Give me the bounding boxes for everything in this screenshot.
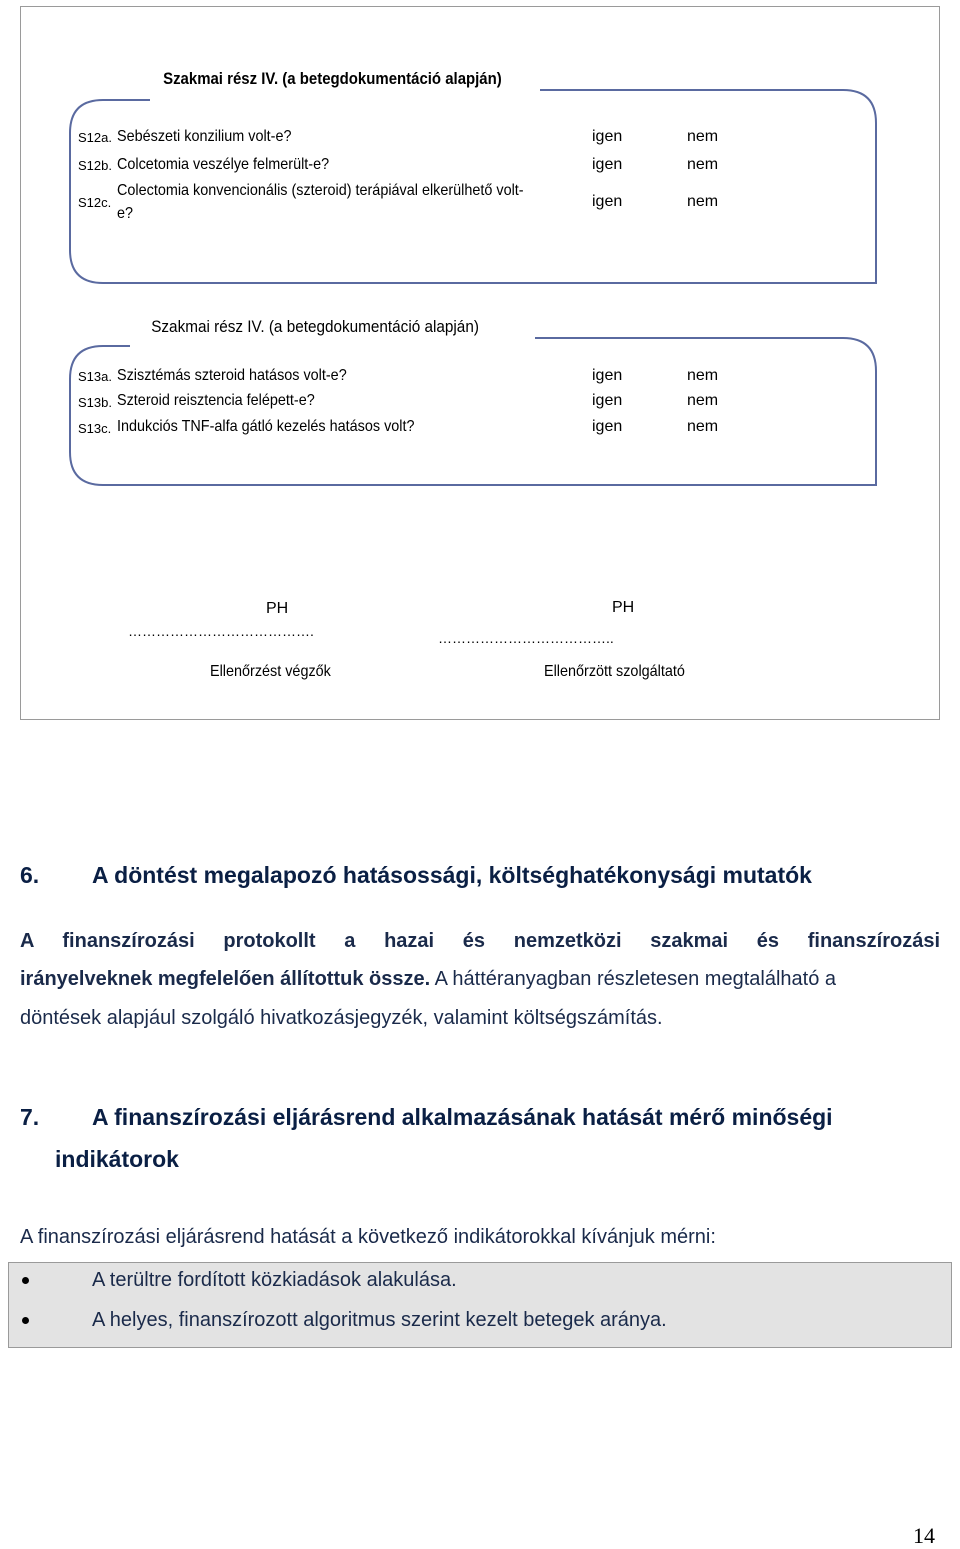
- option-yes[interactable]: igen: [592, 193, 623, 210]
- signature-line-right: ………………………………..: [438, 630, 614, 646]
- bullet-icon: [22, 1317, 29, 1324]
- row-question: Indukciós TNF-alfa gátló kezelés hatásos volt?: [117, 418, 415, 435]
- option-no[interactable]: nem: [687, 418, 719, 435]
- row-question-line1: Colectomia konvencionális (szteroid) terápiával elkerülhető volt-: [117, 182, 524, 199]
- row-code: S12b.: [78, 158, 112, 173]
- section6-title: A döntést megalapozó hatásossági, költséghatékonysági mutatók: [92, 862, 812, 888]
- row-question: Sebészeti konzilium volt-e?: [117, 128, 292, 145]
- section1-title: Szakmai rész IV. (a betegdokumentáció alapján): [163, 69, 502, 88]
- section6-para-bold: irányelveknek megfelelően állítottuk össze.: [20, 968, 431, 990]
- section7-number: 7.: [20, 1104, 40, 1130]
- row-question: Szteroid reisztencia felépett-e?: [117, 392, 315, 409]
- panel-2-border: [70, 338, 876, 485]
- option-yes[interactable]: igen: [592, 128, 623, 145]
- section7-title-line1: A finanszírozási eljárásrend alkalmazásának hatását mérő minőségi: [92, 1104, 833, 1130]
- option-yes[interactable]: igen: [592, 156, 623, 173]
- row-question: Colcetomia veszélye felmerült-e?: [117, 156, 330, 173]
- indicator-item: A terültre fordított közkiadások alakulása.: [92, 1269, 457, 1291]
- section7-intro: A finanszírozási eljárásrend hatását a következő indikátorokkal kívánjuk mérni:: [20, 1226, 716, 1248]
- row-question-line2: e?: [117, 205, 134, 222]
- option-no[interactable]: nem: [687, 193, 719, 210]
- section2-title: Szakmai rész IV. (a betegdokumentáció alapján): [151, 317, 479, 336]
- stamp-label-right: PH: [612, 599, 635, 616]
- signature-line-left: ………………………………….: [128, 623, 314, 639]
- option-no[interactable]: nem: [687, 367, 719, 384]
- indicator-item: A helyes, finanszírozott algoritmus szerint kezelt betegek aránya.: [92, 1309, 667, 1331]
- section6-number: 6.: [20, 862, 40, 888]
- row-code: S12a.: [78, 130, 112, 145]
- form-panels: [0, 0, 960, 720]
- option-no[interactable]: nem: [687, 128, 719, 145]
- section6-para-rest: A háttéranyagban részletesen megtalálható a: [430, 968, 836, 990]
- row-question: Szisztémás szteroid hatásos volt-e?: [117, 367, 347, 384]
- page-number: 14: [913, 1523, 935, 1548]
- section6-para-line1: A finanszírozási protokollt a hazai és nemzetközi szakmai és finanszírozási: [20, 930, 940, 952]
- option-yes[interactable]: igen: [592, 367, 623, 384]
- option-yes[interactable]: igen: [592, 392, 623, 409]
- bullet-icon: [22, 1277, 29, 1284]
- section6-para-line2: [20, 960, 940, 998]
- signature-label-right: Ellenőrzött szolgáltató: [544, 663, 685, 680]
- stamp-label-left: PH: [266, 600, 289, 617]
- section7-title-line2: indikátorok: [55, 1146, 179, 1172]
- option-no[interactable]: nem: [687, 156, 719, 173]
- row-code: S13a.: [78, 369, 112, 384]
- option-no[interactable]: nem: [687, 392, 719, 409]
- option-yes[interactable]: igen: [592, 418, 623, 435]
- row-code: S12c.: [78, 195, 112, 210]
- signature-label-left: Ellenőrzést végzők: [210, 663, 331, 680]
- row-code: S13b.: [78, 395, 112, 410]
- section6-para-line3: döntések alapjául szolgáló hivatkozásjegyzék, valamint költségszámítás.: [20, 1007, 663, 1029]
- row-code: S13c.: [78, 421, 112, 436]
